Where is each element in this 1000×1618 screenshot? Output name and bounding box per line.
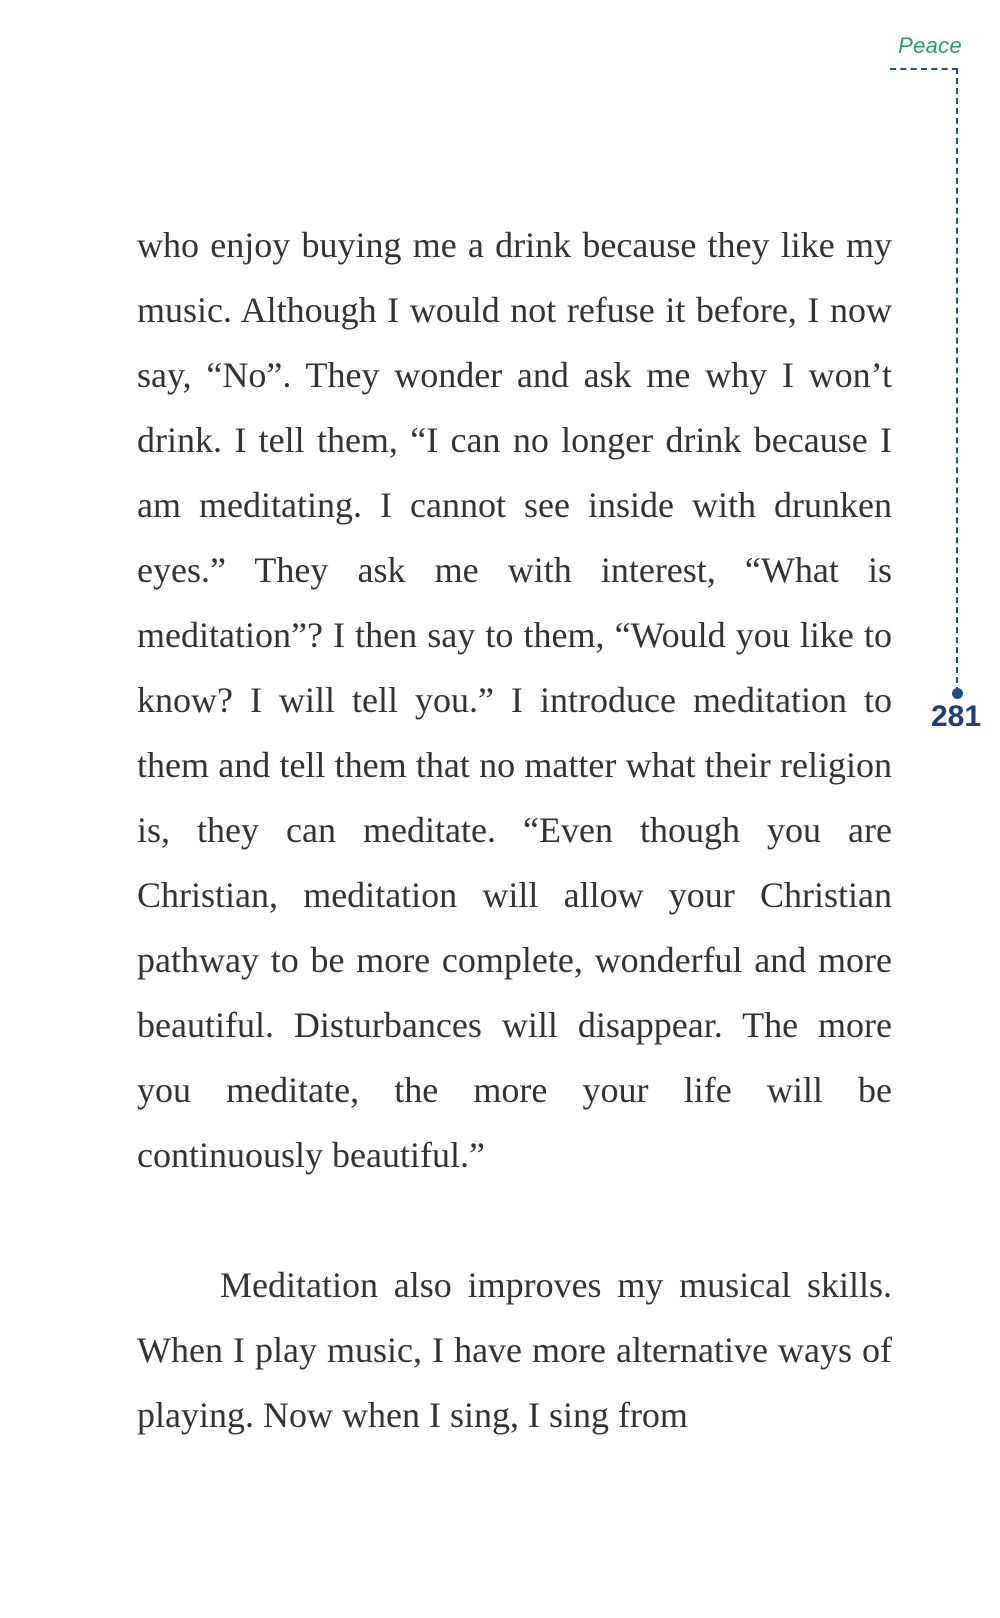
body-text [137,213,892,1448]
rule-end-dot [952,688,963,699]
header-rule-horizontal [890,68,958,70]
paragraph-2: Meditation also improves my musical skills. When I play music, I have more alternative ways of playing. Now when I sing, I sing from [137,1265,892,1435]
header-rule-vertical [956,68,958,693]
page-number: 281 [930,700,982,733]
running-head: Peace [898,33,962,58]
paragraph-1: who enjoy buying me a drink because they like my music. Although I would not refuse it before, I now say, “No”. They wonder and ask me why I won’t drink. I tell them, “I can no longer drink because I am meditating. I cannot see inside with drunken eyes.” They ask me with interest, “What is meditation”? I then say to them, “Would you like to know? I will tell you.” I introduce meditation to them and tell them that no matter what their religion is, they can meditate. “Even though you are Christian, meditation will allow your Christian pathway to be more complete, wonderful and more beautiful. Disturbances will disappear. The more you meditate, the more your life will be continuously beautiful.” [137,225,892,1175]
